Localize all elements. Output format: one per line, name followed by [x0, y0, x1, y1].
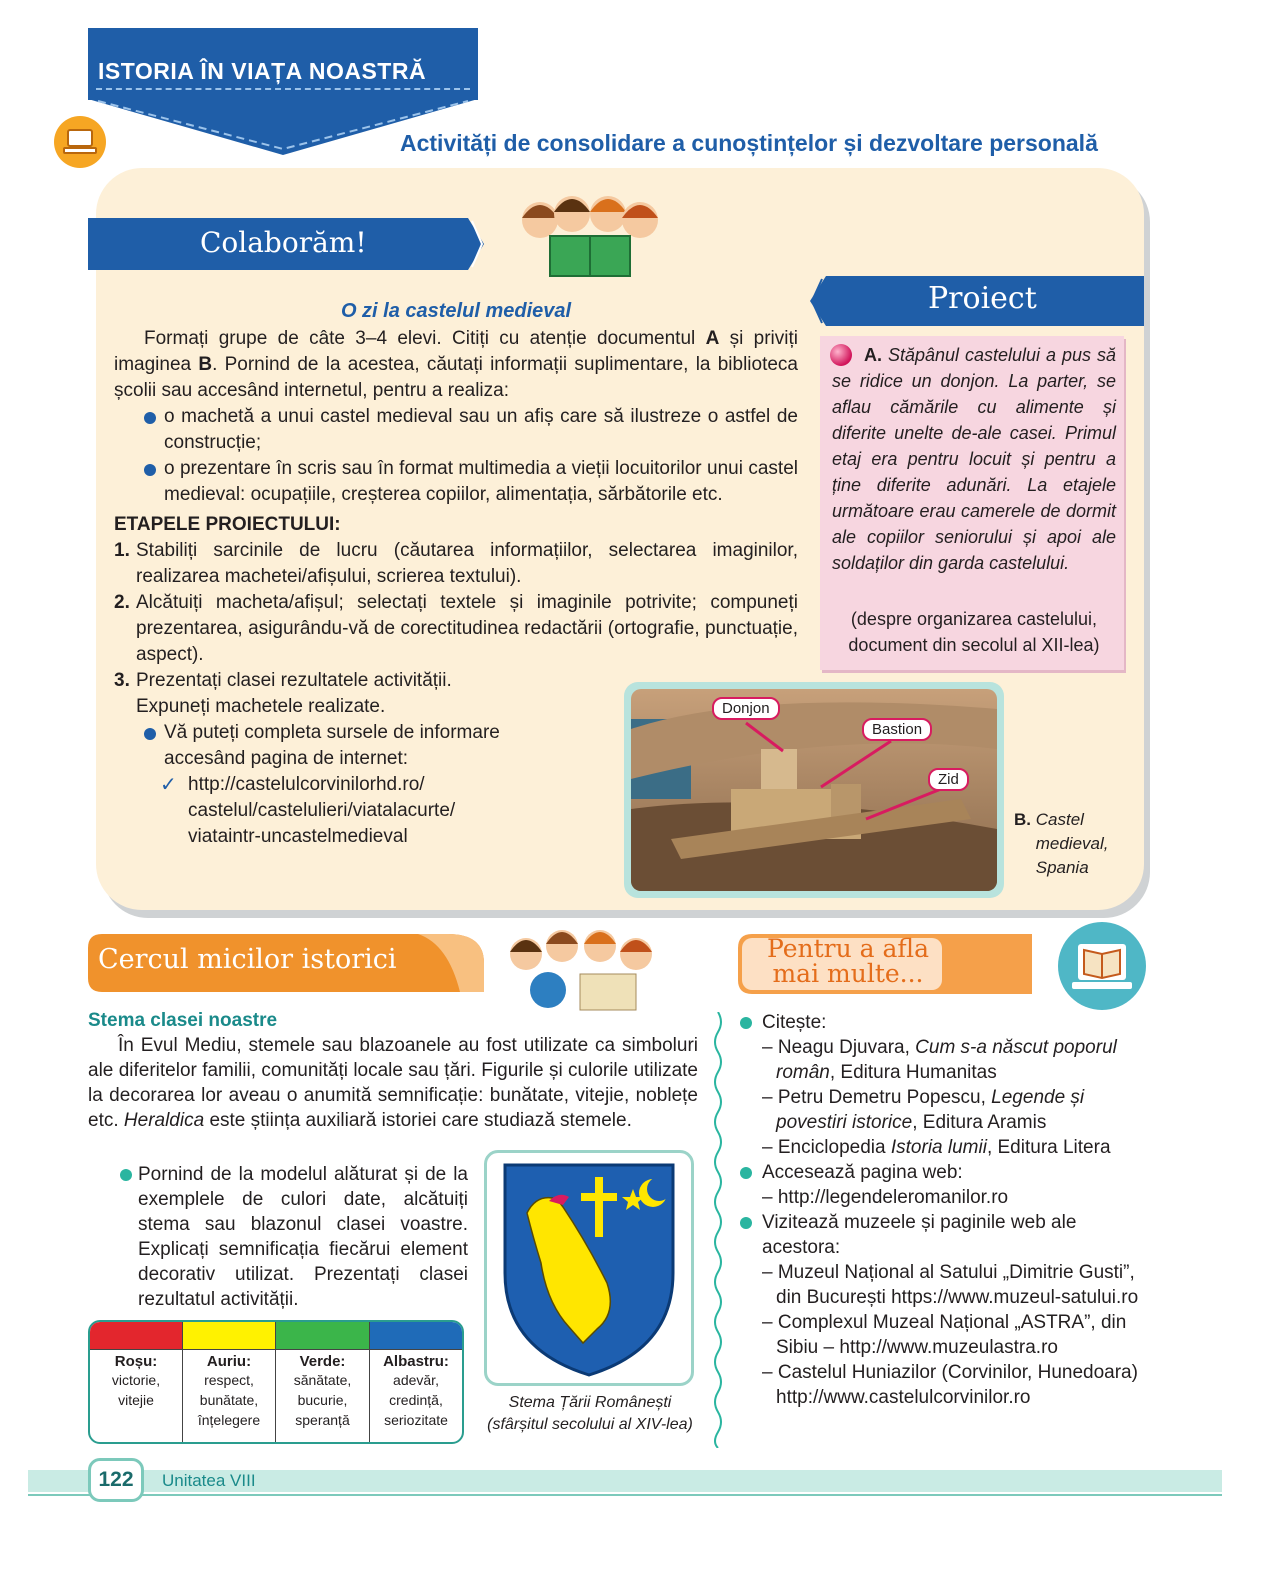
bullet-text: o machetă a unui castel medieval sau un afiș care să ilustreze o astfel de construcție; [164, 406, 798, 453]
unit-label: Unitatea VIII [162, 1471, 256, 1490]
resources-list [738, 1010, 1148, 1410]
color-swatch [276, 1322, 369, 1350]
colab-intro [114, 326, 798, 404]
bullet-dot-icon [740, 1017, 752, 1029]
color-meaning: credință, [389, 1392, 443, 1408]
url-line: castelul/castelulieri/viatalacurte/ [188, 800, 456, 821]
cercul-intro [88, 1008, 698, 1133]
color-swatch [90, 1322, 182, 1350]
document-a-label: A. [864, 345, 882, 365]
cercul-task-text: Pornind de la modelul alăturat și de la exemplele de culori date, alcătuiți stema sau blazonul clasei voastre. Explicați semnificația fiecărui element decorativ utilizat. Prezentați clasei rezultatul activității. [138, 1164, 468, 1310]
resource-bullet [114, 720, 554, 772]
color-meaning: victorie, [111, 1372, 161, 1388]
color-meaning: bunătate, [199, 1392, 259, 1408]
color-meaning: adevăr, [393, 1372, 439, 1388]
step3-extra: Expuneți machetele realizate. [136, 696, 386, 717]
web-entry[interactable] [738, 1185, 1148, 1210]
bullet-dot-icon [740, 1167, 752, 1179]
color-meaning: bucurie, [297, 1392, 348, 1408]
step-number: 2. [114, 592, 130, 613]
resource-item [738, 1160, 1148, 1185]
pentru-ribbon-label [752, 936, 944, 986]
banner-title: ISTORIA ÎN VIAȚA NOASTRĂ [98, 58, 427, 84]
entry-part: – Enciclopedia [762, 1137, 891, 1158]
color-column-blue [370, 1322, 462, 1444]
computer-icon [54, 116, 106, 168]
globe-kids-illustration [500, 924, 660, 1020]
step-text: Alcătuiți macheta/afișul; selectați textele și imaginile potrivite; compuneți prezentarea, asigurându-vă de corectitudinea redactării (ortografie, punctuație, aspect). [136, 592, 798, 665]
url-line: viataintr-uncastelmedieval [188, 826, 408, 847]
book-computer-icon [1058, 922, 1146, 1010]
color-column-red [90, 1322, 183, 1444]
intro-part: . Pornind de la acestea, căutați informații suplimentare, la biblioteca școlii sau accesând internetul, pentru a realiza: [114, 354, 798, 401]
footer-line [28, 1494, 1222, 1496]
color-meaning: seriozitate [384, 1412, 448, 1428]
project-step [114, 538, 798, 590]
colab-ribbon-label: Colaborăm! [200, 226, 367, 259]
resource-item [738, 1210, 1148, 1260]
museum-text[interactable]: – Muzeul Național al Satului „Dimitrie Gusti”, din București https://www.muzeul-satului.ro [762, 1262, 1139, 1308]
intro-part: În Evul Mediu, stemele sau blazoanele au fost utilizate ca simboluri ale diferitelor familii, comunități locale sau țări. Figurile și culorile utilizate la decorarea lor aveau o anumită semnificație: bunătate, vitejie, noblețe etc. [88, 1035, 698, 1131]
etape-heading: ETAPELE PROIECTULUI: [114, 514, 341, 535]
cercul-ribbon [88, 934, 484, 992]
resource-text: Vă puteți completa sursele de informare accesând pagina de internet: [164, 722, 500, 769]
coat-caption: Stema Țării Românești (sfârșitul secolului al XIV-lea) [487, 1394, 693, 1433]
cercul-task [114, 1162, 468, 1312]
color-meaning: speranță [295, 1412, 350, 1428]
column-divider [710, 1012, 726, 1448]
document-a-source: (despre organizarea castelului, document din secolul al XII-lea) [848, 609, 1100, 655]
entry-part: , Editura Humanitas [829, 1062, 997, 1083]
museum-text[interactable]: – Complexul Muzeal Național „ASTRA”, din Sibiu – http://www.muzeulastra.ro [762, 1312, 1127, 1358]
bullet-dot-icon [120, 1169, 132, 1181]
entry-part: , Editura Aramis [912, 1112, 1047, 1133]
pentru-ribbon [738, 934, 1032, 994]
color-column-gold [183, 1322, 276, 1444]
colab-bullet [114, 456, 798, 508]
resource-label: Accesează pagina web: [762, 1162, 963, 1183]
color-name: Albastru: [383, 1353, 449, 1370]
caption-label: B. [1014, 810, 1031, 829]
color-meaning: vitejie [118, 1392, 154, 1408]
pentru-line1: Pentru a afla [767, 934, 929, 963]
entry-title: Istoria lumii [890, 1137, 987, 1158]
bullet-text: o prezentare în scris sau în format multimedia a vieții locuitorilor unui castel medieval: ocupațiile, creșterea copiilor, alimentația, sărbătorile etc. [164, 458, 798, 505]
cercul-ribbon-label: Cercul micilor istorici [98, 944, 397, 975]
document-a-card [820, 336, 1124, 670]
checkmark-icon: ✓ [160, 774, 177, 796]
banner-dash [96, 88, 470, 90]
castle-caption [1014, 808, 1122, 880]
project-step [114, 590, 798, 668]
color-name: Auriu: [206, 1353, 252, 1370]
book-entry [738, 1085, 1148, 1135]
resource-item [738, 1010, 1148, 1035]
cercul-intro-text [88, 1033, 698, 1133]
color-meaning: respect, [204, 1372, 254, 1388]
document-a-text [832, 342, 1116, 576]
entry-part: – Neagu Djuvara, [762, 1037, 916, 1058]
proiect-ribbon [810, 276, 1144, 326]
resource-label: Vizitează muzeele și paginile web ale acestora: [762, 1212, 1077, 1258]
color-meaning: înțelegere [197, 1412, 261, 1428]
intro-bold-b: B [198, 354, 213, 375]
callout-zid: Zid [928, 768, 969, 791]
colab-doc-title: O zi la castelul medieval [340, 300, 572, 322]
proiect-ribbon-label: Proiect [928, 281, 1037, 316]
color-name: Roșu: [114, 1353, 158, 1370]
entry-part: , Editura Litera [986, 1137, 1111, 1158]
intro-italic: Heraldica [123, 1110, 205, 1131]
web-link[interactable]: – http://legendeleromanilor.ro [762, 1187, 1009, 1208]
step-number: 1. [114, 540, 130, 561]
colab-ribbon [88, 218, 484, 270]
coat-of-arms-icon [487, 1153, 691, 1383]
caption-text: Castel medieval, Spania [1035, 810, 1109, 877]
intro-part: Formați grupe de câte 3–4 elevi. Citiți cu atenție documentul [144, 328, 706, 349]
museum-entry[interactable] [738, 1260, 1148, 1310]
color-column-green [276, 1322, 370, 1444]
reading-kids-illustration [510, 190, 670, 280]
pentru-line2: mai multe... [772, 959, 924, 988]
color-meaning: sănătate, [293, 1372, 352, 1388]
museum-entry[interactable] [738, 1310, 1148, 1360]
step-text: Prezentați clasei rezultatele activității. [136, 670, 452, 691]
color-swatch [370, 1322, 462, 1350]
step-number: 3. [114, 670, 130, 691]
bullet-dot-icon [144, 412, 156, 424]
entry-title: Legende și povestiri istorice [776, 1087, 1085, 1133]
colab-bullet [114, 404, 798, 456]
book-entry [738, 1035, 1148, 1085]
top-banner [88, 28, 478, 100]
intro-bold-a: A [705, 328, 720, 349]
entry-part: – Petru Demetru Popescu, [762, 1087, 992, 1108]
document-a-body: Stăpânul castelului a pus să se ridice un donjon. La parter, se aflau cămările cu alimente și diferite unelte de-ale casei. Primul etaj era pentru locuit și pentru a ține diferite adunări. La etajele următoare erau camerele de dormit ale copiilor seniorului și apoi ale soldaților din garda castelului. [832, 345, 1116, 573]
museum-text[interactable]: – Castelul Huniazilor (Corvinilor, Hunedoara) http://www.castelulcorvinilor.ro [762, 1362, 1138, 1408]
page-number: 122 [88, 1458, 144, 1502]
bullet-dot-icon [144, 728, 156, 740]
intro-part: și priviți imaginea [114, 328, 798, 375]
page-subtitle: Activități de consolidare a cunoștințelor și dezvoltare personală [400, 130, 1098, 156]
color-name: Verde: [299, 1353, 346, 1370]
entry-title: Cum s-a născut poporul român [776, 1037, 1117, 1083]
heraldic-color-table [88, 1320, 464, 1444]
step-text: Stabiliți sarcinile de lucru (căutarea informațiilor, selectarea imaginilor, realizarea machetei/afișului, scrierea textului). [136, 540, 798, 587]
url-line: http://castelulcorvinilorhd.ro/ [188, 774, 425, 795]
callout-donjon: Donjon [712, 697, 780, 720]
color-swatch [183, 1322, 275, 1350]
museum-entry[interactable] [738, 1360, 1148, 1410]
bullet-dot-icon [144, 464, 156, 476]
book-entry [738, 1135, 1148, 1160]
intro-part: este știința auxiliară istoriei care studiază stemele. [204, 1110, 632, 1131]
bullet-dot-icon [740, 1217, 752, 1229]
cercul-heading: Stema clasei noastre [88, 1010, 278, 1031]
callout-bastion: Bastion [862, 718, 932, 741]
coat-of-arms-frame [484, 1150, 694, 1386]
resource-label: Citește: [762, 1012, 827, 1033]
